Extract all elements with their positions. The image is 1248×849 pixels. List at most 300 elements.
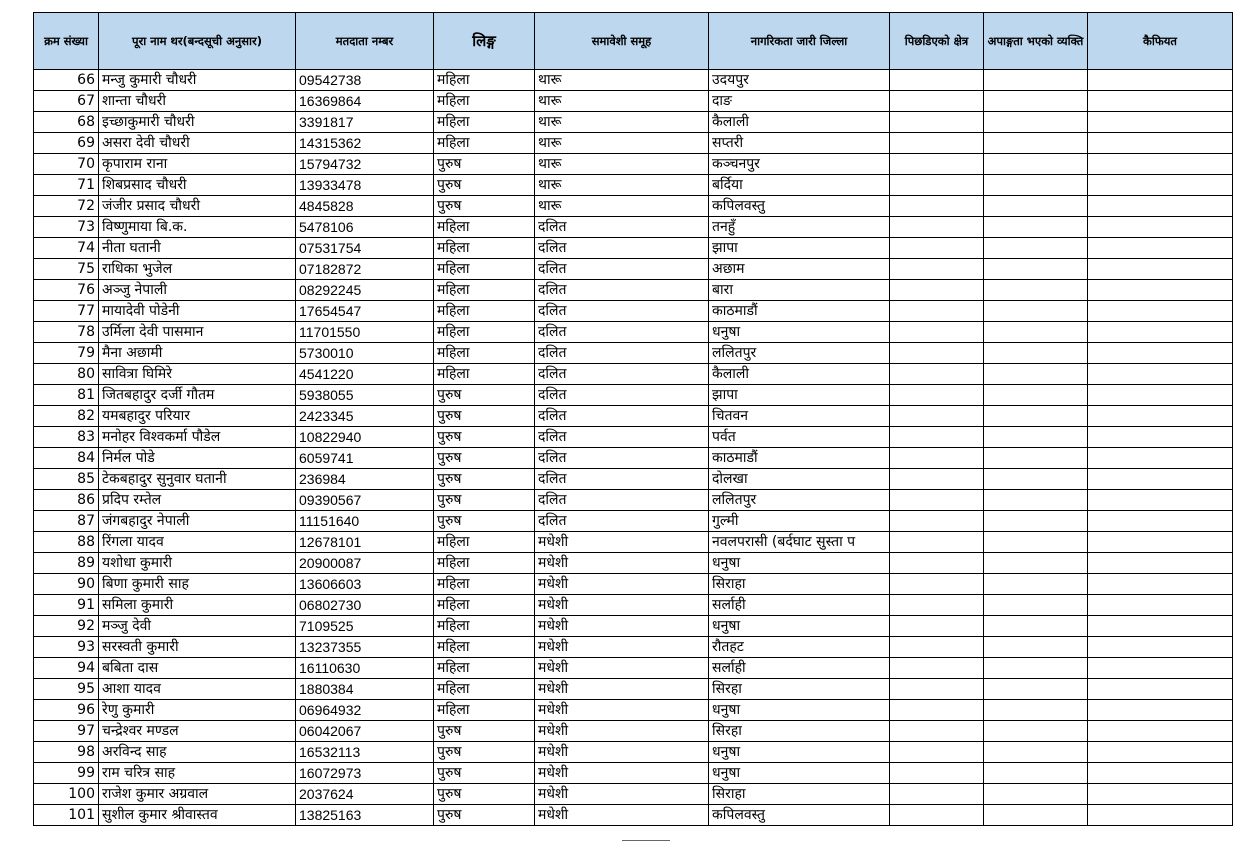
name-cell: मायादेवी पोडेनी xyxy=(99,301,296,322)
backward-area-cell xyxy=(890,406,984,427)
backward-area-cell xyxy=(890,490,984,511)
gender-cell: पुरुष xyxy=(434,490,535,511)
voter-number-cell: 09542738 xyxy=(296,70,434,91)
disabled-cell xyxy=(984,469,1088,490)
disabled-cell xyxy=(984,217,1088,238)
remarks-cell xyxy=(1088,259,1233,280)
header-voter-number: मतदाता नम्बर xyxy=(296,13,434,70)
backward-area-cell xyxy=(890,721,984,742)
group-cell: मधेशी xyxy=(535,595,709,616)
remarks-cell xyxy=(1088,91,1233,112)
remarks-cell xyxy=(1088,700,1233,721)
backward-area-cell xyxy=(890,427,984,448)
name-cell: आशा यादव xyxy=(99,679,296,700)
group-cell: मधेशी xyxy=(535,679,709,700)
group-cell: मधेशी xyxy=(535,742,709,763)
name-cell: उर्मिला देवी पासमान xyxy=(99,322,296,343)
name-cell: विष्णुमाया बि.क. xyxy=(99,217,296,238)
group-cell: दलित xyxy=(535,343,709,364)
name-cell: यशोधा कुमारी xyxy=(99,553,296,574)
district-cell: काठमाडौं xyxy=(709,448,890,469)
remarks-cell xyxy=(1088,385,1233,406)
name-cell: जंगबहादुर नेपाली xyxy=(99,511,296,532)
serial-cell: 91 xyxy=(34,595,99,616)
district-cell: बर्दिया xyxy=(709,175,890,196)
header-serial: क्रम संख्या xyxy=(34,13,99,70)
backward-area-cell xyxy=(890,616,984,637)
gender-cell: महिला xyxy=(434,700,535,721)
voter-number-cell: 09390567 xyxy=(296,490,434,511)
name-cell: मनोहर विश्वकर्मा पौडेल xyxy=(99,427,296,448)
backward-area-cell xyxy=(890,658,984,679)
disabled-cell xyxy=(984,553,1088,574)
disabled-cell xyxy=(984,238,1088,259)
table-row xyxy=(34,364,1233,385)
remarks-cell xyxy=(1088,490,1233,511)
remarks-cell xyxy=(1088,553,1233,574)
serial-cell: 88 xyxy=(34,532,99,553)
serial-cell: 72 xyxy=(34,196,99,217)
disabled-cell xyxy=(984,364,1088,385)
table-row xyxy=(34,595,1233,616)
group-cell: दलित xyxy=(535,469,709,490)
voter-number-cell: 07531754 xyxy=(296,238,434,259)
voter-number-cell: 236984 xyxy=(296,469,434,490)
voter-number-cell: 1880384 xyxy=(296,679,434,700)
group-cell: दलित xyxy=(535,217,709,238)
disabled-cell xyxy=(984,448,1088,469)
group-cell: दलित xyxy=(535,238,709,259)
backward-area-cell xyxy=(890,217,984,238)
table-body xyxy=(34,70,1233,826)
disabled-cell xyxy=(984,490,1088,511)
group-cell: दलित xyxy=(535,406,709,427)
serial-cell: 71 xyxy=(34,175,99,196)
disabled-cell xyxy=(984,175,1088,196)
group-cell: थारू xyxy=(535,175,709,196)
name-cell: रिंगला यादव xyxy=(99,532,296,553)
remarks-cell xyxy=(1088,238,1233,259)
gender-cell: महिला xyxy=(434,301,535,322)
disabled-cell xyxy=(984,322,1088,343)
gender-cell: महिला xyxy=(434,553,535,574)
remarks-cell xyxy=(1088,175,1233,196)
disabled-cell xyxy=(984,763,1088,784)
gender-cell: महिला xyxy=(434,532,535,553)
table-row xyxy=(34,784,1233,805)
gender-cell: पुरुष xyxy=(434,427,535,448)
table-row xyxy=(34,238,1233,259)
disabled-cell xyxy=(984,700,1088,721)
header-inclusive-group: समावेशी समूह xyxy=(535,13,709,70)
backward-area-cell xyxy=(890,448,984,469)
disabled-cell xyxy=(984,805,1088,826)
table-row xyxy=(34,217,1233,238)
district-cell: झापा xyxy=(709,385,890,406)
district-cell: धनुषा xyxy=(709,553,890,574)
serial-cell: 92 xyxy=(34,616,99,637)
group-cell: दलित xyxy=(535,259,709,280)
serial-cell: 90 xyxy=(34,574,99,595)
group-cell: मधेशी xyxy=(535,616,709,637)
backward-area-cell xyxy=(890,133,984,154)
group-cell: मधेशी xyxy=(535,532,709,553)
gender-cell: महिला xyxy=(434,364,535,385)
gender-cell: पुरुष xyxy=(434,448,535,469)
remarks-cell xyxy=(1088,784,1233,805)
district-cell: धनुषा xyxy=(709,700,890,721)
disabled-cell xyxy=(984,595,1088,616)
gender-cell: महिला xyxy=(434,133,535,154)
backward-area-cell xyxy=(890,553,984,574)
group-cell: मधेशी xyxy=(535,658,709,679)
remarks-cell xyxy=(1088,721,1233,742)
voter-number-cell: 12678101 xyxy=(296,532,434,553)
backward-area-cell xyxy=(890,532,984,553)
header-name: पूरा नाम थर(बन्दसूची अनुसार) xyxy=(99,13,296,70)
name-cell: समिला कुमारी xyxy=(99,595,296,616)
gender-cell: पुरुष xyxy=(434,406,535,427)
name-cell: बबिता दास xyxy=(99,658,296,679)
gender-cell: महिला xyxy=(434,259,535,280)
backward-area-cell xyxy=(890,91,984,112)
table-row xyxy=(34,637,1233,658)
remarks-cell xyxy=(1088,511,1233,532)
disabled-cell xyxy=(984,91,1088,112)
remarks-cell xyxy=(1088,742,1233,763)
disabled-cell xyxy=(984,742,1088,763)
disabled-cell xyxy=(984,406,1088,427)
table-row xyxy=(34,511,1233,532)
table-row xyxy=(34,133,1233,154)
district-cell: नवलपरासी (बर्दघाट सुस्ता प xyxy=(709,532,890,553)
backward-area-cell xyxy=(890,280,984,301)
disabled-cell xyxy=(984,280,1088,301)
district-cell: सप्तरी xyxy=(709,133,890,154)
table-row xyxy=(34,406,1233,427)
serial-cell: 69 xyxy=(34,133,99,154)
table-row xyxy=(34,553,1233,574)
group-cell: दलित xyxy=(535,301,709,322)
header-row xyxy=(34,13,1233,70)
table-row xyxy=(34,175,1233,196)
candidate-table xyxy=(33,12,1233,826)
group-cell: मधेशी xyxy=(535,805,709,826)
serial-cell: 67 xyxy=(34,91,99,112)
gender-cell: महिला xyxy=(434,616,535,637)
voter-number-cell: 6059741 xyxy=(296,448,434,469)
voter-number-cell: 20900087 xyxy=(296,553,434,574)
district-cell: सर्लाही xyxy=(709,658,890,679)
voter-number-cell: 17654547 xyxy=(296,301,434,322)
serial-cell: 78 xyxy=(34,322,99,343)
gender-cell: पुरुष xyxy=(434,469,535,490)
remarks-cell xyxy=(1088,217,1233,238)
remarks-cell xyxy=(1088,595,1233,616)
voter-number-cell: 13825163 xyxy=(296,805,434,826)
table-row xyxy=(34,448,1233,469)
voter-number-cell: 4541220 xyxy=(296,364,434,385)
disabled-cell xyxy=(984,679,1088,700)
district-cell: दोलखा xyxy=(709,469,890,490)
district-cell: चितवन xyxy=(709,406,890,427)
group-cell: दलित xyxy=(535,385,709,406)
header-district: नागरिकता जारी जिल्ला xyxy=(709,13,890,70)
disabled-cell xyxy=(984,196,1088,217)
backward-area-cell xyxy=(890,742,984,763)
name-cell: सरस्वती कुमारी xyxy=(99,637,296,658)
group-cell: मधेशी xyxy=(535,574,709,595)
serial-cell: 101 xyxy=(34,805,99,826)
header-gender: लिङ्ग xyxy=(434,13,535,70)
serial-cell: 77 xyxy=(34,301,99,322)
name-cell: बिणा कुमारी साह xyxy=(99,574,296,595)
remarks-cell xyxy=(1088,679,1233,700)
backward-area-cell xyxy=(890,763,984,784)
district-cell: ललितपुर xyxy=(709,343,890,364)
remarks-cell xyxy=(1088,406,1233,427)
table-row xyxy=(34,490,1233,511)
name-cell: मन्जु कुमारी चौधरी xyxy=(99,70,296,91)
name-cell: प्रदिप रम्तेल xyxy=(99,490,296,511)
serial-cell: 86 xyxy=(34,490,99,511)
voter-number-cell: 13237355 xyxy=(296,637,434,658)
group-cell: मधेशी xyxy=(535,553,709,574)
name-cell: कृपाराम राना xyxy=(99,154,296,175)
disabled-cell xyxy=(984,133,1088,154)
table-row xyxy=(34,196,1233,217)
voter-number-cell: 06042067 xyxy=(296,721,434,742)
backward-area-cell xyxy=(890,196,984,217)
gender-cell: महिला xyxy=(434,280,535,301)
table-row xyxy=(34,343,1233,364)
serial-cell: 76 xyxy=(34,280,99,301)
voter-number-cell: 11701550 xyxy=(296,322,434,343)
district-cell: कपिलवस्तु xyxy=(709,196,890,217)
remarks-cell xyxy=(1088,196,1233,217)
remarks-cell xyxy=(1088,343,1233,364)
gender-cell: पुरुष xyxy=(434,196,535,217)
table-row xyxy=(34,385,1233,406)
table-row xyxy=(34,742,1233,763)
remarks-cell xyxy=(1088,154,1233,175)
district-cell: कैलाली xyxy=(709,364,890,385)
serial-cell: 73 xyxy=(34,217,99,238)
district-cell: धनुषा xyxy=(709,763,890,784)
serial-cell: 70 xyxy=(34,154,99,175)
district-cell: झापा xyxy=(709,238,890,259)
disabled-cell xyxy=(984,616,1088,637)
name-cell: शिबप्रसाद चौधरी xyxy=(99,175,296,196)
disabled-cell xyxy=(984,259,1088,280)
serial-cell: 94 xyxy=(34,658,99,679)
group-cell: मधेशी xyxy=(535,637,709,658)
remarks-cell xyxy=(1088,532,1233,553)
district-cell: बारा xyxy=(709,280,890,301)
serial-cell: 84 xyxy=(34,448,99,469)
voter-number-cell: 16110630 xyxy=(296,658,434,679)
remarks-cell xyxy=(1088,469,1233,490)
voter-number-cell: 06964932 xyxy=(296,700,434,721)
district-cell: सर्लाही xyxy=(709,595,890,616)
group-cell: दलित xyxy=(535,322,709,343)
name-cell: जंजीर प्रसाद चौधरी xyxy=(99,196,296,217)
group-cell: मधेशी xyxy=(535,763,709,784)
voter-number-cell: 08292245 xyxy=(296,280,434,301)
name-cell: असरा देवी चौधरी xyxy=(99,133,296,154)
remarks-cell xyxy=(1088,805,1233,826)
table-row xyxy=(34,616,1233,637)
gender-cell: महिला xyxy=(434,70,535,91)
name-cell: राम चरित्र साह xyxy=(99,763,296,784)
serial-cell: 85 xyxy=(34,469,99,490)
remarks-cell xyxy=(1088,70,1233,91)
gender-cell: पुरुष xyxy=(434,385,535,406)
disabled-cell xyxy=(984,532,1088,553)
backward-area-cell xyxy=(890,805,984,826)
name-cell: चन्द्रेश्वर मण्डल xyxy=(99,721,296,742)
gender-cell: पुरुष xyxy=(434,511,535,532)
remarks-cell xyxy=(1088,364,1233,385)
name-cell: नीता घतानी xyxy=(99,238,296,259)
remarks-cell xyxy=(1088,616,1233,637)
voter-number-cell: 06802730 xyxy=(296,595,434,616)
table-row xyxy=(34,469,1233,490)
backward-area-cell xyxy=(890,595,984,616)
group-cell: दलित xyxy=(535,280,709,301)
gender-cell: महिला xyxy=(434,679,535,700)
name-cell: रेणु कुमारी xyxy=(99,700,296,721)
group-cell: मधेशी xyxy=(535,784,709,805)
remarks-cell xyxy=(1088,574,1233,595)
district-cell: काठमाडौं xyxy=(709,301,890,322)
gender-cell: महिला xyxy=(434,112,535,133)
disabled-cell xyxy=(984,301,1088,322)
serial-cell: 79 xyxy=(34,343,99,364)
remarks-cell xyxy=(1088,280,1233,301)
gender-cell: महिला xyxy=(434,574,535,595)
voter-number-cell: 10822940 xyxy=(296,427,434,448)
table-row xyxy=(34,70,1233,91)
remarks-cell xyxy=(1088,763,1233,784)
backward-area-cell xyxy=(890,238,984,259)
table-row xyxy=(34,280,1233,301)
name-cell: टेकबहादुर सुनुवार घतानी xyxy=(99,469,296,490)
voter-number-cell: 16369864 xyxy=(296,91,434,112)
table-row xyxy=(34,805,1233,826)
table-row xyxy=(34,763,1233,784)
table-row xyxy=(34,700,1233,721)
disabled-cell xyxy=(984,70,1088,91)
serial-cell: 98 xyxy=(34,742,99,763)
voter-number-cell: 15794732 xyxy=(296,154,434,175)
table-row xyxy=(34,112,1233,133)
gender-cell: महिला xyxy=(434,658,535,679)
backward-area-cell xyxy=(890,343,984,364)
gender-cell: पुरुष xyxy=(434,784,535,805)
name-cell: सुशील कुमार श्रीवास्तव xyxy=(99,805,296,826)
gender-cell: पुरुष xyxy=(434,154,535,175)
disabled-cell xyxy=(984,154,1088,175)
district-cell: अछाम xyxy=(709,259,890,280)
serial-cell: 87 xyxy=(34,511,99,532)
gender-cell: पुरुष xyxy=(434,175,535,196)
serial-cell: 83 xyxy=(34,427,99,448)
name-cell: अरविन्द साह xyxy=(99,742,296,763)
district-cell: कञ्चनपुर xyxy=(709,154,890,175)
group-cell: थारू xyxy=(535,70,709,91)
backward-area-cell xyxy=(890,175,984,196)
disabled-cell xyxy=(984,784,1088,805)
serial-cell: 96 xyxy=(34,700,99,721)
remarks-cell xyxy=(1088,133,1233,154)
disabled-cell xyxy=(984,385,1088,406)
group-cell: थारू xyxy=(535,91,709,112)
header-backward-area: पिछडिएको क्षेत्र xyxy=(890,13,984,70)
district-cell: सिराहा xyxy=(709,784,890,805)
serial-cell: 80 xyxy=(34,364,99,385)
group-cell: थारू xyxy=(535,196,709,217)
voter-number-cell: 4845828 xyxy=(296,196,434,217)
table-row xyxy=(34,301,1233,322)
group-cell: थारू xyxy=(535,133,709,154)
group-cell: मधेशी xyxy=(535,721,709,742)
voter-number-cell: 07182872 xyxy=(296,259,434,280)
district-cell: सिरहा xyxy=(709,721,890,742)
serial-cell: 74 xyxy=(34,238,99,259)
gender-cell: महिला xyxy=(434,238,535,259)
header-remarks: कैफियत xyxy=(1088,13,1233,70)
district-cell: धनुषा xyxy=(709,742,890,763)
serial-cell: 81 xyxy=(34,385,99,406)
serial-cell: 97 xyxy=(34,721,99,742)
voter-number-cell: 11151640 xyxy=(296,511,434,532)
voter-number-cell: 13933478 xyxy=(296,175,434,196)
voter-number-cell: 5730010 xyxy=(296,343,434,364)
disabled-cell xyxy=(984,427,1088,448)
disabled-cell xyxy=(984,511,1088,532)
group-cell: थारू xyxy=(535,112,709,133)
gender-cell: महिला xyxy=(434,217,535,238)
serial-cell: 99 xyxy=(34,763,99,784)
remarks-cell xyxy=(1088,637,1233,658)
remarks-cell xyxy=(1088,658,1233,679)
voter-number-cell: 16532113 xyxy=(296,742,434,763)
voter-number-cell: 5938055 xyxy=(296,385,434,406)
name-cell: राजेश कुमार अग्रवाल xyxy=(99,784,296,805)
group-cell: दलित xyxy=(535,490,709,511)
disabled-cell xyxy=(984,112,1088,133)
voter-number-cell: 2037624 xyxy=(296,784,434,805)
backward-area-cell xyxy=(890,637,984,658)
district-cell: तनहुँ xyxy=(709,217,890,238)
serial-cell: 89 xyxy=(34,553,99,574)
group-cell: दलित xyxy=(535,364,709,385)
voter-number-cell: 5478106 xyxy=(296,217,434,238)
header-disabled: अपाङ्गता भएको व्यक्ति xyxy=(984,13,1088,70)
district-cell: गुल्मी xyxy=(709,511,890,532)
name-cell: अञ्जु नेपाली xyxy=(99,280,296,301)
group-cell: थारू xyxy=(535,154,709,175)
gender-cell: पुरुष xyxy=(434,721,535,742)
remarks-cell xyxy=(1088,427,1233,448)
gender-cell: महिला xyxy=(434,343,535,364)
name-cell: शान्ता चौधरी xyxy=(99,91,296,112)
gender-cell: महिला xyxy=(434,322,535,343)
disabled-cell xyxy=(984,574,1088,595)
backward-area-cell xyxy=(890,70,984,91)
disabled-cell xyxy=(984,721,1088,742)
